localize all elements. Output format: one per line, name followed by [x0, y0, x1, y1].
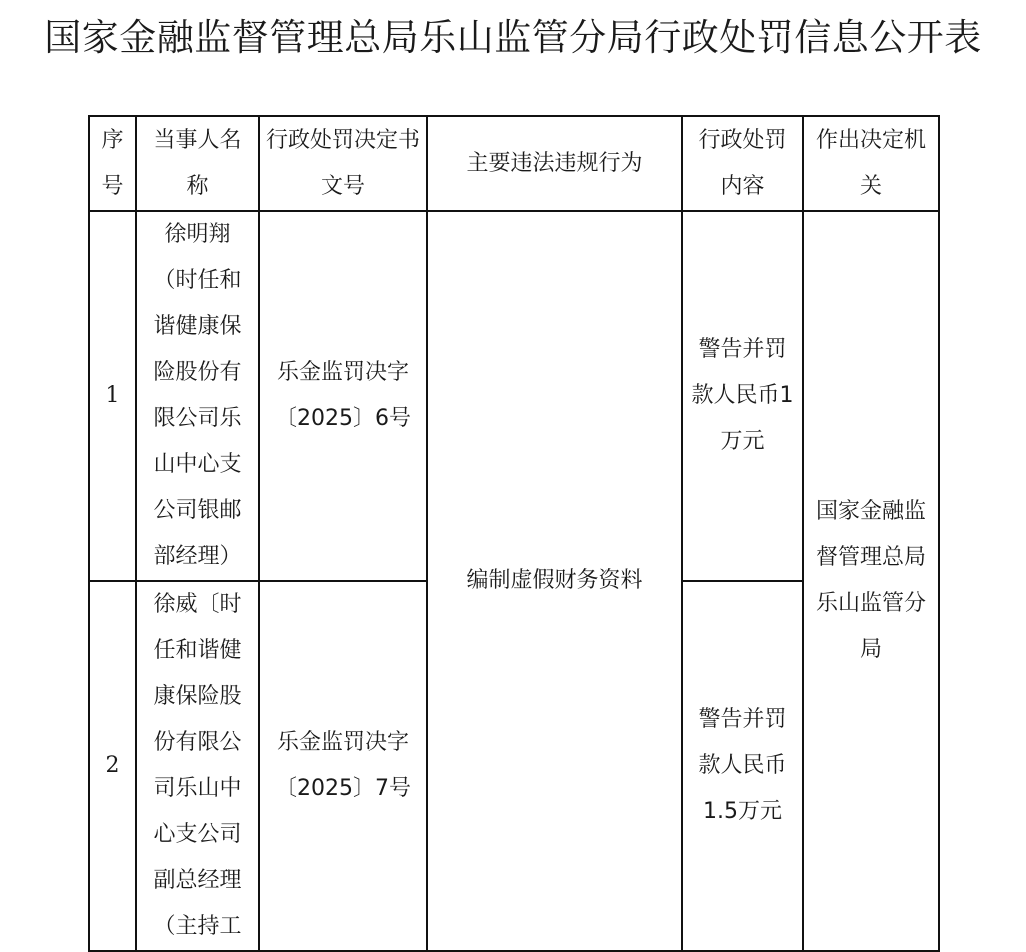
header-seq: 序号	[89, 116, 136, 211]
page-title: 国家金融监督管理总局乐山监管分局行政处罚信息公开表	[44, 16, 982, 59]
row-party: 徐威〔时任和谐健康保险股份有限公司乐山中心支公司副总经理（主持工	[136, 581, 259, 951]
row-party: 徐明翔（时任和谐健康保险股份有限公司乐山中心支公司银邮部经理）	[136, 211, 259, 581]
authority-cell: 国家金融监督管理总局乐山监管分局	[803, 211, 939, 951]
row-penalty: 警告并罚款人民币1.5万元	[682, 581, 803, 951]
header-authority: 作出决定机关	[803, 116, 939, 211]
violation-cell: 编制虚假财务资料	[427, 211, 682, 951]
penalty-info-table	[88, 115, 940, 952]
row-decision-no: 乐金监罚决字〔2025〕6号	[259, 211, 427, 581]
row-penalty: 警告并罚款人民币1万元	[682, 211, 803, 581]
row-seq: 2	[89, 581, 136, 951]
header-penalty: 行政处罚内容	[682, 116, 803, 211]
header-decision-no: 行政处罚决定书文号	[259, 116, 427, 211]
header-party: 当事人名称	[136, 116, 259, 211]
table-row	[89, 211, 939, 581]
row-seq: 1	[89, 211, 136, 581]
header-violation: 主要违法违规行为	[427, 116, 682, 211]
row-decision-no: 乐金监罚决字〔2025〕7号	[259, 581, 427, 951]
table-header-row	[89, 116, 939, 211]
